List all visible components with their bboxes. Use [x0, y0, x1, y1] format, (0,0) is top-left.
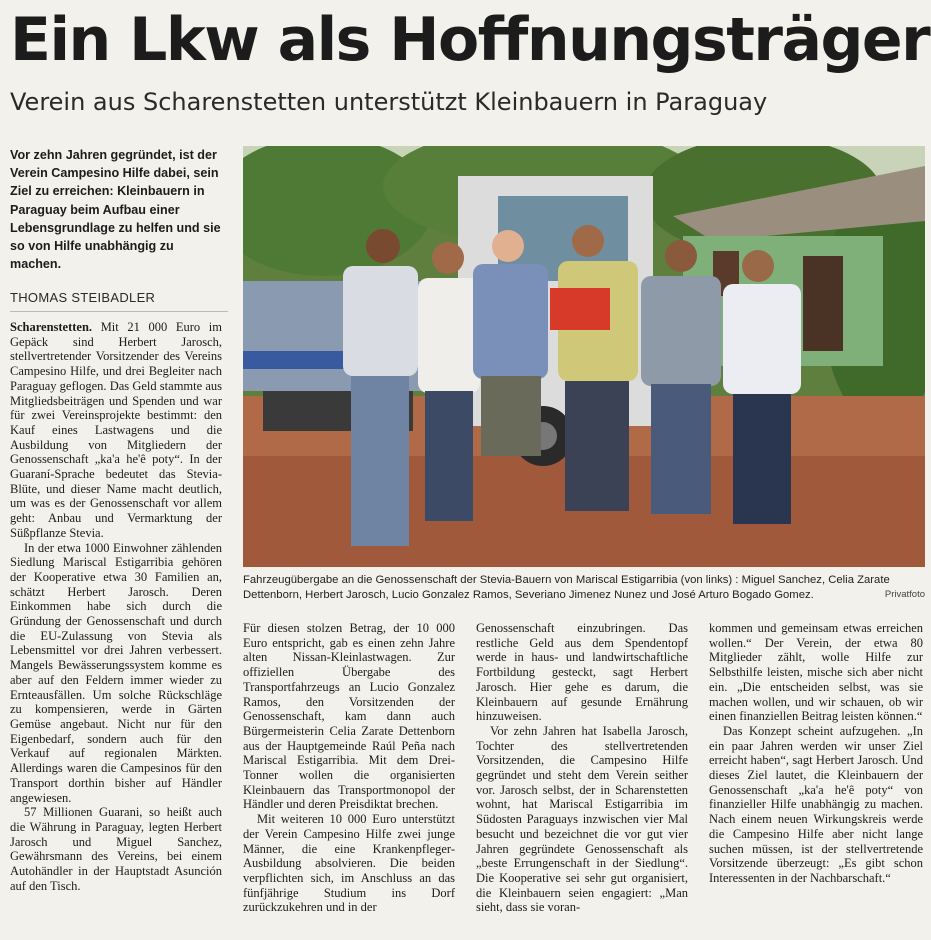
- article-column-3: [476, 621, 688, 936]
- paragraph: In der etwa 1000 Einwohner zählenden Siedlung Mariscal Estigarribia gehören der Kooperative etwa 30 Familien an, schätzt Herbert Jarosch. Deren Einkommen habe sich durch die Gründung der Genossenschaft und durch die EU-Zulassung von Stevia als Lebensmittel vor drei Jahren verbessert. Mangels Bewässerungssystem komme es aber auf den Feldern immer wieder zu Ernteausfällen. Um solche Rückschläge zu kompensieren, werde in Gärten Gemüse angebaut. Nicht nur für den Eigenbedarf, sondern auch für den Verkauf auf regionalen Märkten. Allerdings waren die Campesinos für den Transport dorthin bisher auf Händler angewiesen.: [10, 540, 222, 805]
- photo-caption: Fahrzeugübergabe an die Genossenschaft der Stevia-Bauern von Mariscal Estigarribia (von links) : Miguel Sanchez, Celia Zarate Dettenborn, Herbert Jarosch, Lucio Gonzalez Ramos, Severiano Jimenez Nunez und José Arturo Bogado Gomez.: [243, 574, 890, 601]
- headline: Ein Lkw als Hoffnungsträger: [10, 5, 930, 75]
- paragraph: [10, 320, 222, 541]
- paragraph: Mit weiteren 10 000 Euro unterstützt der Verein Campesino Hilfe zwei junge Männer, die eine Krankenpfleger-Ausbildung absolvieren. Die beiden verpflichten sich, im Anschluss an das fünfjährige Studium ins Dorf zurückzukehren und in der: [243, 812, 455, 915]
- lead-paragraph: Vor zehn Jahren gegründet, ist der Verein Campesino Hilfe dabei, sein Ziel zu erreichen: Kleinbauern in Paraguay beim Aufbau einer Lebensgrundlage zu helfen und sie so von Hilfe unabhängig zu machen.: [10, 148, 221, 272]
- paragraph: Für diesen stolzen Betrag, der 10 000 Euro entspricht, gab es einen zehn Jahre alten Nissan-Kleinlastwagen. Zur offiziellen Übergabe des Transportfahrzeugs an Lucio Gonzalez Ramos, den Vorsitzenden der Genossenschaft, kam dann auch Bürgermeisterin Celia Zarate Dettenborn aus der Hauptgemeinde Raúl Peña nach Mariscal Estigarribia. Mit dem Drei-Tonner wollen die organisierten Kleinbauern das Transportmonopol der Händler und deren Preisdiktat brechen.: [243, 621, 455, 812]
- byline: THOMAS STEIBADLER: [10, 290, 228, 312]
- paragraph-text: Mit 21 000 Euro im Gepäck sind Herbert Jarosch, stellvertretender Vorsitzender des Vereins Campesino Hilfe, und drei Begleiter nach Paraguay geflogen. Das Geld stammte aus Mitgliedsbeiträgen und Spenden und war für zwei Vereinsprojekte bestimmt: den Kauf eines Lastwagens und die Ausbildung von Mitgliedern der Genossenschaft „ka'a he'ê poty“. In der Guaraní-Sprache bedeutet das Stevia-Blüte, und dieser Name macht deutlich, um was es der Genossenschaft vor allem geht: Anbau und Vermarktung der Süßpflanze Stevia.: [10, 320, 222, 540]
- paragraph: Das Konzept scheint aufzugehen. „In ein paar Jahren werden wir unser Ziel erreicht haben“, sagt Herbert Jarosch. Und dieses Ziel lautet, die Kleinbauern der Genossenschaft „ka'a he'ê poty“ von finanzieller Hilfe unabhängig zu machen. Nach einem neuen Wirkungskreis werde die Campesino Hilfe aber nicht lange suchen müssen, ist der stellvertretende Vorsitzende überzeugt: „Es gibt schon Interessenten in der Nachbarschaft.“: [709, 723, 923, 885]
- photo-credit: Privatfoto: [884, 589, 925, 600]
- article-photo: [243, 146, 925, 567]
- subheadline: Verein aus Scharenstetten unterstützt Kleinbauern in Paraguay: [10, 88, 768, 116]
- paragraph: 57 Millionen Guarani, so heißt auch die Währung in Paraguay, legten Herbert Jarosch und Miguel Sanchez, Gewährsmann des Vereins, bei einem Autohändler in der Hauptstadt Asunción auf den Tisch.: [10, 805, 222, 893]
- dateline: Scharenstetten.: [10, 320, 93, 334]
- paragraph: kommen und gemeinsam etwas erreichen wollen.“ Der Verein, der etwa 80 Mitglieder zählt, wolle Hilfe zur Selbsthilfe leisten, mische sich aber nicht ein. „Die entscheiden selbst, was sie machen wollen, und wir schauen, ob wir einen finanziellen Beitrag leisten können.“: [709, 621, 923, 724]
- paragraph: Vor zehn Jahren hat Isabella Jarosch, Tochter des stellvertretenden Vorsitzenden, die Campesino Hilfe gegründet und steht dem Verein seither vor. Jarosch selbst, der in Scharenstetten wohnt, hat Mariscal Estigarribia im Südosten Paraguays inzwischen vier Mal besucht und bezeichnet die vor gut vier Jahren gegründete Genossenschaft als „beste Errungenschaft in der Siedlung“. Die Kooperative sei sehr gut organisiert, die Kleinbauern seien engagiert: „Man sieht, dass sie voran-: [476, 723, 688, 915]
- article-column-4: [709, 621, 923, 936]
- article-column-2: [243, 621, 455, 936]
- paragraph: Genossenschaft einzubringen. Das restliche Geld aus dem Spendentopf werde in haus- und landwirtschaftliche Fortbildung gesteckt, sagt Herbert Jarosch. Hier gehe es darum, die Kleinbauern auf gesunde Ernährung hinzuweisen.: [476, 621, 688, 724]
- photo-illustration: [243, 146, 925, 567]
- article-column-1: [10, 320, 222, 935]
